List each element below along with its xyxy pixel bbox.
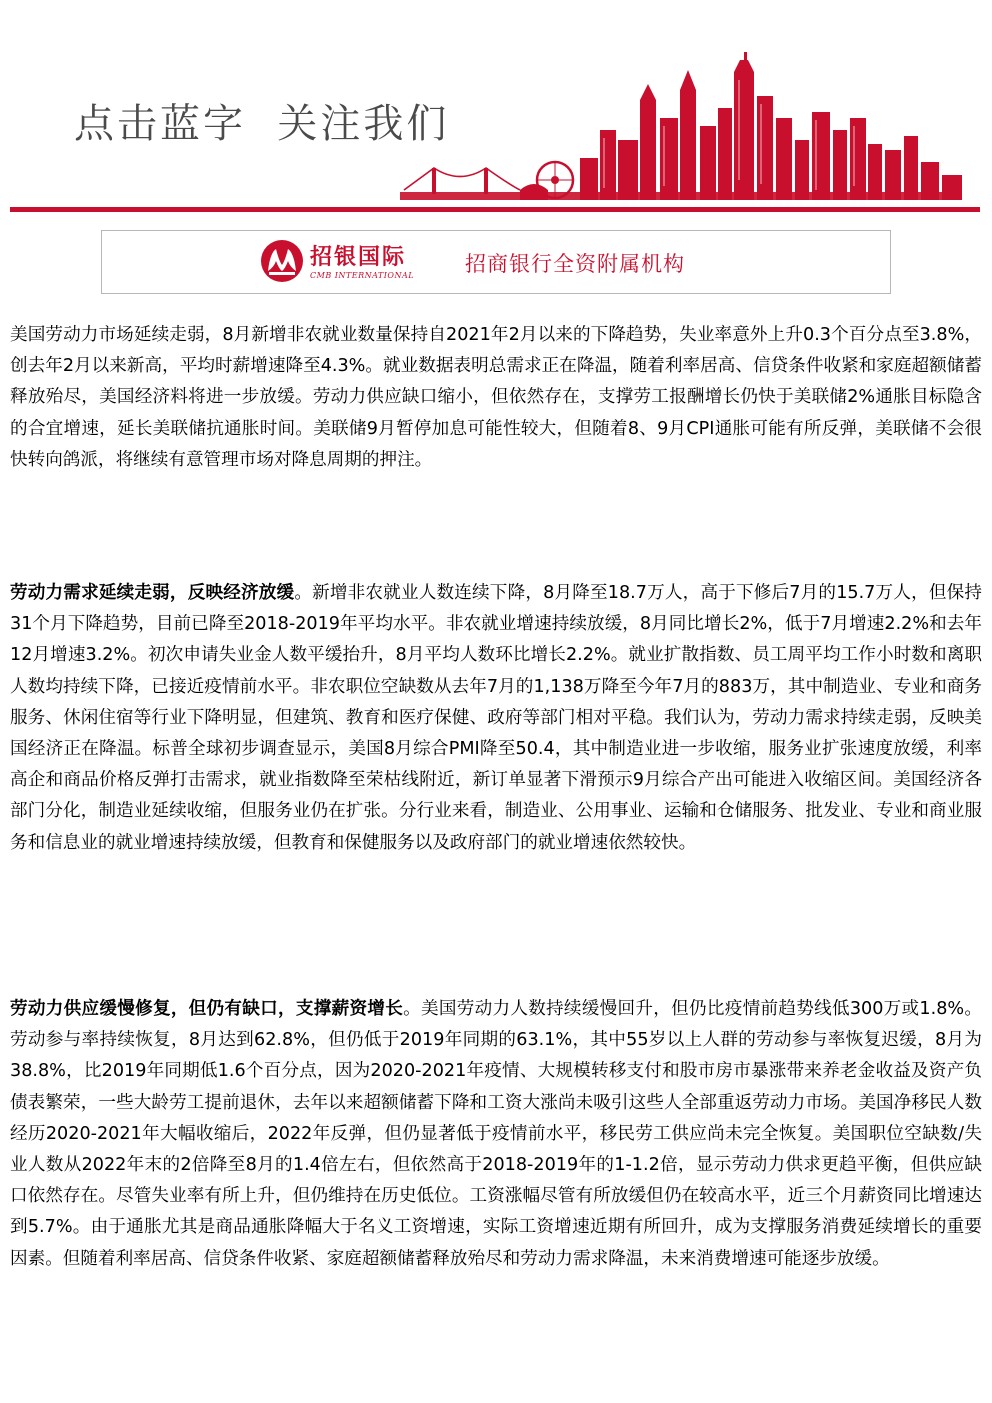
paragraph-text: 美国劳动力市场延续走弱，8月新增非农就业数量保持自2021年2月以来的下降趋势，失业率意外上升0.3个百分点至3.8%，创去年2月以来新高，平均时薪增速降至4.3%。就业数据表明总需求正在降温，随着利率居高、信贷条件收紧和家庭超额储蓄释放殆尽，美国经济料将进一步放缓。劳动力供应缺口缩小，但依然存在，支撑劳工报酬增长仍快于美联储2%通胀目标隐含的合宜增速，延长美联储抗通胀时间。美联储9月暂停加息可能性较大，但随着8、9月CPI通胀可能有所反弹，美联储不会很快转向鸽派，将继续有意管理市场对降息周期的押注。 (10, 325, 982, 470)
banner-tagline: 招商银行全资附属机构 (465, 252, 685, 276)
logo-english-name: CMB INTERNATIONAL (310, 271, 415, 280)
paragraph-lead: 劳动力供应缓慢修复，但仍有缺口，支撑薪资增长 (10, 999, 404, 1019)
article-paragraph-labor-demand (10, 578, 982, 859)
cmb-international-logo-icon (260, 239, 304, 283)
paragraph-text: 。新增非农就业人数连续下降，8月降至18.7万人，高于下修后7月的15.7万人，但保持31个月下降趋势，目前已降至2018-2019年平均水平。非农就业增速持续放缓，8月同比增长2%，低于7月增速2.2%和去年12月增速3.2%。初次申请失业金人数平缓抬升，8月平均人数环比增长2.2%。就业扩散指数、员工周平均工作小时数和离职人数均持续下降，已接近疫情前水平。非农职位空缺数从去年7月的1,138万降至今年7月的883万，其中制造业、专业和商务服务、休闲住宿等行业下降明显，但建筑、教育和医疗保健、政府等部门相对平稳。我们认为，劳动力需求持续走弱，反映美国经济正在降温。标普全球初步调查显示，美国8月综合PMI降至50.4，其中制造业进一步收缩，服务业扩张速度放缓，利率高企和商品价格反弹打击需求，就业指数降至荣枯线附近，新订单显著下滑预示9月综合产出可能进入收缩区间。美国经济各部门分化，制造业延续收缩，但服务业仍在扩张。分行业来看，制造业、公用事业、运输和仓储服务、批发业、专业和商业服务和信息业的就业增速持续放缓，但教育和保健服务以及政府部门的就业增速依然较快。 (10, 583, 982, 853)
article-paragraph-labor-supply (10, 994, 982, 1275)
logo-chinese-name: 招银国际 (310, 244, 407, 270)
page-header (0, 0, 992, 215)
header-title: 点击蓝字 关注我们 (74, 101, 450, 147)
article-paragraph-summary (10, 320, 982, 476)
brand-banner (101, 230, 891, 294)
paragraph-lead: 劳动力需求延续走弱，反映经济放缓 (10, 583, 295, 603)
paragraph-text: 。美国劳动力人数持续缓慢回升，但仍比疫情前趋势线低300万或1.8%。劳动参与率持续恢复，8月达到62.8%，但仍低于2019年同期的63.1%，其中55岁以上人群的劳动参与率恢复迟缓，8月为38.8%，比2019年同期低1.6个百分点，因为2020-2021年疫情、大规模转移支付和股市房市暴涨带来养老金收益及资产负债表繁荣，一些大龄劳工提前退休，去年以来超额储蓄下降和工资大涨尚未吸引这些人全部重返劳动力市场。美国净移民人数经历2020-2021年大幅收缩后，2022年反弹，但仍显著低于疫情前水平，移民劳工供应尚未完全恢复。美国职位空缺数/失业人数从2022年末的2倍降至8月的1.4倍左右，但依然高于2018-2019年的1-1.2倍，显示劳动力供求更趋平衡，但供应缺口依然存在。尽管失业率有所上升，但仍维持在历史低位。工资涨幅尽管有所放缓但仍在较高水平，近三个月薪资同比增速达到5.7%。由于通胀尤其是商品通胀降幅大于名义工资增速，实际工资增速近期有所回升，成为支撑服务消费延续增长的重要因素。但随着利率居高、信贷条件收紧、家庭超额储蓄释放殆尽和劳动力需求降温，未来消费增速可能逐步放缓。 (10, 999, 982, 1269)
